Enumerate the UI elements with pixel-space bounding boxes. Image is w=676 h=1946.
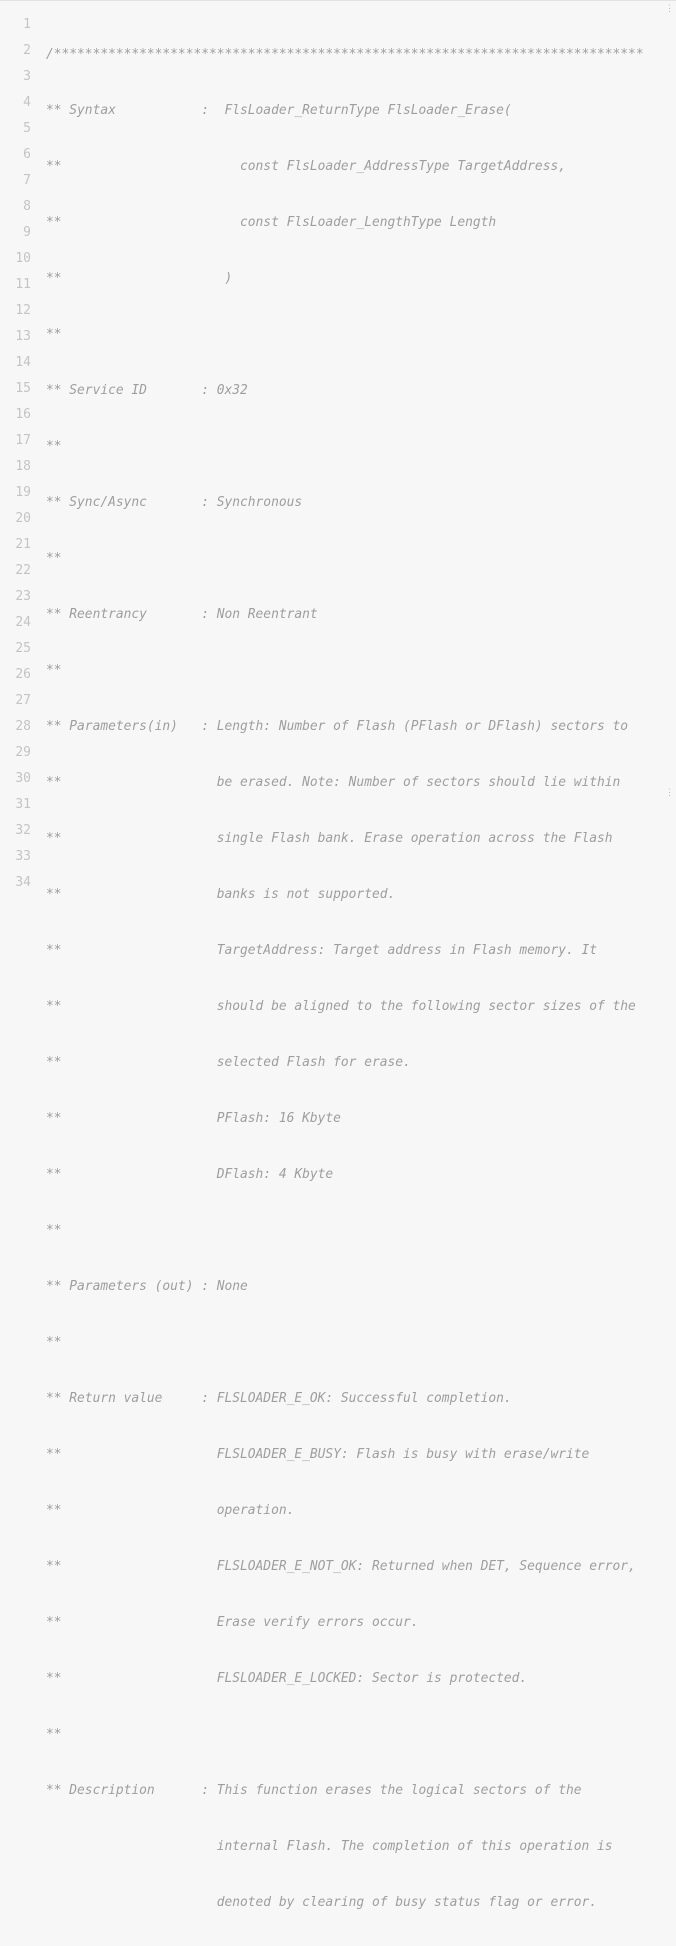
line-number: 29 (15, 745, 31, 760)
line-number: 6 (23, 147, 31, 162)
line-number: 20 (15, 511, 31, 526)
code-line: ** be erased. Note: Number of sectors should lie within (46, 775, 621, 790)
line-number: 17 (15, 433, 31, 448)
line-number: 7 (23, 173, 31, 188)
code-line: ** Sync/Async : Synchronous (46, 495, 303, 510)
code-line: ** banks is not supported. (46, 887, 396, 902)
line-number: 33 (15, 849, 31, 864)
code-line: ** (46, 663, 62, 678)
code-line: internal Flash. The completion of this operation is (46, 1839, 613, 1854)
line-number: 3 (23, 69, 31, 84)
code-line: ** Syntax : FlsLoader_ReturnType FlsLoader_Erase( (46, 103, 512, 118)
line-number: 30 (15, 771, 31, 786)
line-number: 10 (15, 251, 31, 266)
line-number: 14 (15, 355, 31, 370)
code-line: ** Description : This function erases the logical sectors of the (46, 1783, 582, 1798)
code-line: ** FLSLOADER_E_BUSY: Flash is busy with erase/write (46, 1447, 590, 1462)
line-number: 2 (23, 43, 31, 58)
code-line: ** PFlash: 16 Kbyte (46, 1111, 341, 1126)
line-number: 13 (15, 329, 31, 344)
code-line: ** DFlash: 4 Kbyte (46, 1167, 334, 1182)
code-line: ** selected Flash for erase. (46, 1055, 411, 1070)
line-number: 25 (15, 641, 31, 656)
line-number: 1 (23, 17, 31, 32)
code-area[interactable] (46, 12, 676, 1946)
code-line: ** (46, 551, 62, 566)
line-number: 24 (15, 615, 31, 630)
line-number: 31 (15, 797, 31, 812)
code-line: ** (46, 1335, 62, 1350)
code-line: ** Return value : FLSLOADER_E_OK: Successful completion. (46, 1391, 512, 1406)
code-line: ** operation. (46, 1503, 295, 1518)
scroll-marker-icon: ⋮ (665, 788, 674, 798)
code-line: ** (46, 1727, 62, 1742)
code-line: ** should be aligned to the following sector sizes of the (46, 999, 636, 1014)
line-number: 28 (15, 719, 31, 734)
code-line: ** (46, 327, 62, 342)
line-number: 23 (15, 589, 31, 604)
line-number: 32 (15, 823, 31, 838)
code-line: ** FLSLOADER_E_LOCKED: Sector is protected. (46, 1671, 528, 1686)
code-line: denoted by clearing of busy status flag or error. (46, 1895, 598, 1910)
line-number: 8 (23, 199, 31, 214)
line-number: 19 (15, 485, 31, 500)
line-number: 4 (23, 95, 31, 110)
code-line: ** (46, 439, 62, 454)
line-number: 26 (15, 667, 31, 682)
line-number: 12 (15, 303, 31, 318)
code-line: ** single Flash bank. Erase operation across the Flash (46, 831, 613, 846)
line-number: 22 (15, 563, 31, 578)
line-number: 15 (15, 381, 31, 396)
line-number: 27 (15, 693, 31, 708)
code-line: ** Erase verify errors occur. (46, 1615, 419, 1630)
code-line: ** const FlsLoader_AddressType TargetAddress, (46, 159, 566, 174)
line-number: 18 (15, 459, 31, 474)
scroll-marker-icon: ⋮ (665, 4, 674, 14)
line-number: 34 (15, 875, 31, 890)
code-line: ** (46, 1223, 62, 1238)
code-line: ** Parameters (out) : None (46, 1279, 248, 1294)
code-line: ** Service ID : 0x32 (46, 383, 248, 398)
code-line: ** Reentrancy : Non Reentrant (46, 607, 318, 622)
line-number: 16 (15, 407, 31, 422)
line-number-gutter (0, 12, 31, 896)
line-number: 11 (15, 277, 31, 292)
code-line: ** ) (46, 271, 233, 286)
code-line: ** Parameters(in) : Length: Number of Flash (PFlash or DFlash) sectors to (46, 719, 629, 734)
line-number: 9 (23, 225, 31, 240)
code-line: ** const FlsLoader_LengthType Length (46, 215, 497, 230)
code-line: /**************************************************************************** (46, 47, 644, 62)
code-line: ** FLSLOADER_E_NOT_OK: Returned when DET, Sequence error, (46, 1559, 636, 1574)
line-number: 21 (15, 537, 31, 552)
code-line: ** TargetAddress: Target address in Flash memory. It (46, 943, 598, 958)
line-number: 5 (23, 121, 31, 136)
